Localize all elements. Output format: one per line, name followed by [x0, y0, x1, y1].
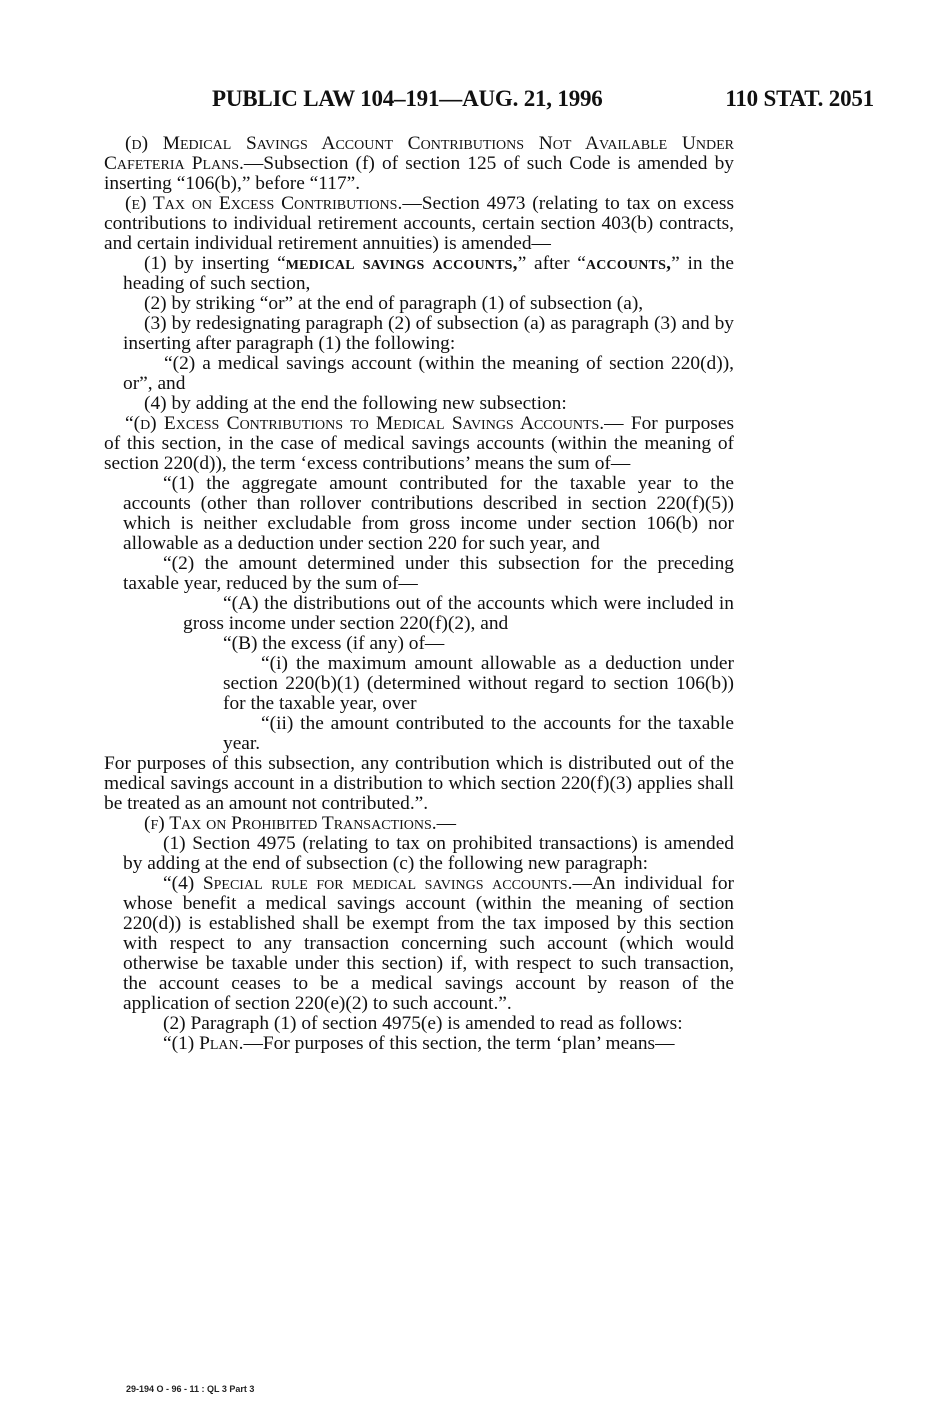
paragraph-f2-plan-text: —For purposes of this section, the term ‘plan’ means— — [243, 1033, 675, 1054]
paragraph-e1-bold-heading: medical savings accounts, — [285, 253, 518, 274]
paragraph-e1-bold-accounts: accounts, — [585, 253, 672, 274]
paragraph-f-heading-text: (f) Tax on Prohibited Transactions.— — [144, 813, 456, 834]
paragraph-e-text: —Section 4973 (relating to tax on excess contributions to individual retirement accounts, certain section 403(b) contracts, and certain individual retirement annuities) is amended— — [104, 193, 734, 254]
paragraph-new-dB: “(B) the excess (if any) of— — [223, 633, 445, 654]
paragraph-new-d — [104, 414, 734, 474]
paragraph-new-d1: “(1) the aggregate amount contributed for the taxable year to the accounts (other than rollover contributions described in section 220(f)(5)) which is neither excludable from gross income under section 106(b) nor allowable as a deduction under section 220 for such year, and — [123, 473, 734, 554]
paragraph-e3-quote: “(2) a medical savings account (within the meaning of section 220(d)), or”, and — [123, 353, 734, 394]
paragraph-e1-part: ” in the heading of such section, — [123, 253, 734, 294]
paragraph-d — [104, 134, 734, 194]
paragraph-new-di: “(i) the maximum amount allowable as a deduction under section 220(b)(1) (determined without regard to section 106(b)) for the taxable year, over — [223, 653, 734, 714]
paragraph-e1-part: (1) by inserting “ — [144, 253, 286, 274]
header-stat-page: 110 STAT. 2051 — [725, 86, 874, 111]
print-job-code: 29-194 O - 96 - 11 : QL 3 Part 3 — [126, 1384, 255, 1394]
paragraph-new-d-text: — For purposes of this section, in the case of medical savings accounts (within the meaning of section 220(d)), the term ‘excess contributions’ means the sum of— — [104, 413, 734, 474]
page-header — [204, 84, 880, 114]
body-text — [104, 134, 734, 1054]
paragraph-new-d-heading: “(d) Excess Contributions to Medical Savings Accounts. — [125, 413, 605, 434]
paragraph-f2-plan-heading: “(1) Plan. — [163, 1033, 244, 1054]
paragraph-e1 — [104, 254, 734, 294]
paragraph-new-dA: “(A) the distributions out of the accounts which were included in gross income under section 220(f)(2), and — [183, 593, 734, 634]
paragraph-f4-heading: “(4) Special rule for medical savings accounts. — [163, 873, 573, 894]
paragraph-d-heading: (d) Medical Savings Account Contributions Not Available Under Cafeteria Plans. — [104, 133, 734, 174]
paragraph-new-d2: “(2) the amount determined under this subsection for the preceding taxable year, reduced by the sum of— — [123, 553, 734, 594]
paragraph-f2-plan — [104, 1034, 734, 1054]
paragraph-f4 — [104, 874, 734, 1014]
paragraph-new-dii: “(ii) the amount contributed to the accounts for the taxable year. — [223, 713, 734, 754]
paragraph-f1: (1) Section 4975 (relating to tax on prohibited transactions) is amended by adding at the end of subsection (c) the following new paragraph: — [123, 833, 734, 874]
paragraph-e1-part: ” after “ — [517, 253, 586, 274]
paragraph-e-heading: (e) Tax on Excess Contributions. — [125, 193, 403, 214]
paragraph-f2: (2) Paragraph (1) of section 4975(e) is amended to read as follows: — [163, 1013, 683, 1034]
paragraph-e3: (3) by redesignating paragraph (2) of subsection (a) as paragraph (3) and by inserting after paragraph (1) the following: — [123, 313, 734, 354]
paragraph-new-d-close: For purposes of this subsection, any contribution which is distributed out of the medical savings account in a distribution to which section 220(f)(3) applies shall be treated as an amount not contributed.”. — [104, 753, 734, 814]
paragraph-e4: (4) by adding at the end the following new subsection: — [144, 393, 567, 414]
header-law-citation: PUBLIC LAW 104–191—AUG. 21, 1996 — [212, 86, 603, 111]
paragraph-e2: (2) by striking “or” at the end of paragraph (1) of subsection (a), — [144, 293, 644, 314]
paragraph-d-text: —Subsection (f) of section 125 of such Code is amended by inserting “106(b),” before “117”. — [104, 153, 734, 194]
paragraph-f4-text: —An individual for whose benefit a medical savings account (within the meaning of section 220(d)) is established shall be exempt from the tax imposed by this section with respect to any transaction concerning such account (which would otherwise be taxable under this section) if, with respect to such transaction, the account ceases to be a medical savings account by reason of the application of section 220(e)(2) to such account.”. — [123, 873, 734, 1014]
paragraph-e — [104, 194, 734, 254]
paragraph-f-heading — [104, 814, 734, 834]
